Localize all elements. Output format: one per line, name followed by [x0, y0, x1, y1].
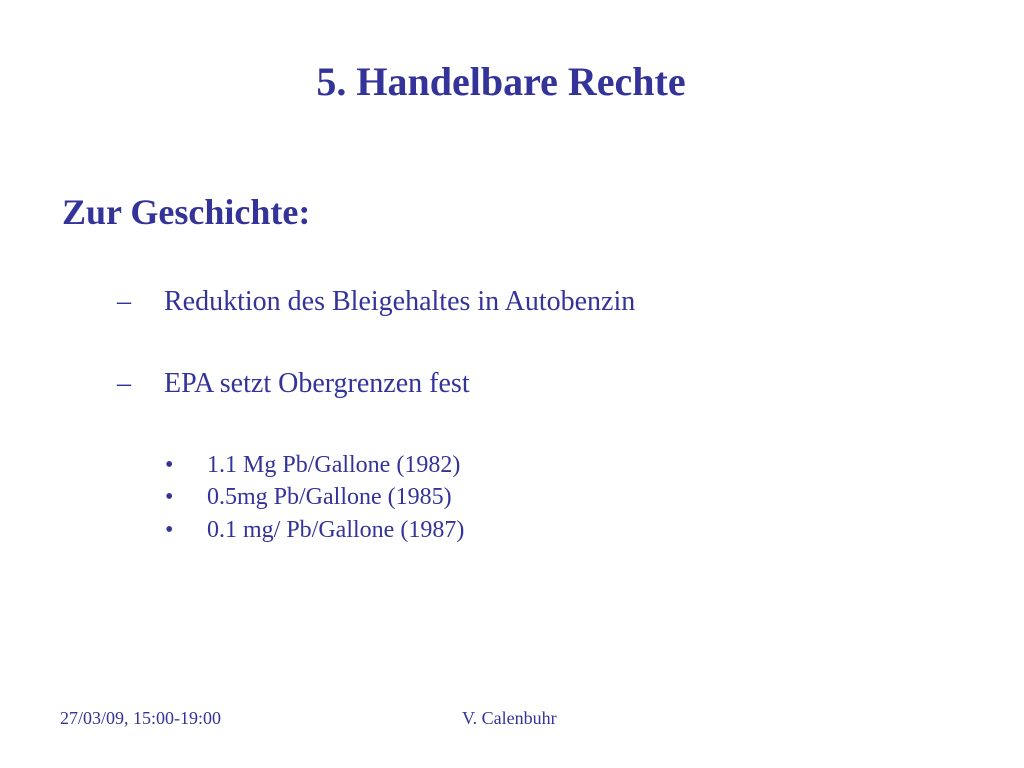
bullet-item-text: 0.1 mg/ Pb/Gallone (1987): [207, 517, 465, 543]
bullet-marker: •: [165, 452, 174, 478]
bullet-marker: •: [165, 517, 174, 543]
section-heading: Zur Geschichte:: [62, 192, 311, 232]
bullet-item-text: 0.5mg Pb/Gallone (1985): [207, 484, 452, 510]
bullet-marker: •: [165, 484, 174, 510]
footer-date: 27/03/09, 15:00-19:00: [60, 708, 221, 728]
dash-marker: –: [117, 368, 131, 399]
footer-author: V. Calenbuhr: [462, 708, 557, 728]
bullet-item-text: 1.1 Mg Pb/Gallone (1982): [207, 452, 461, 478]
dash-marker: –: [117, 286, 131, 317]
slide-title: 5. Handelbare Rechte: [316, 59, 686, 104]
dash-item-text: EPA setzt Obergrenzen fest: [164, 368, 470, 399]
dash-item-text: Reduktion des Bleigehaltes in Autobenzin: [164, 286, 636, 317]
